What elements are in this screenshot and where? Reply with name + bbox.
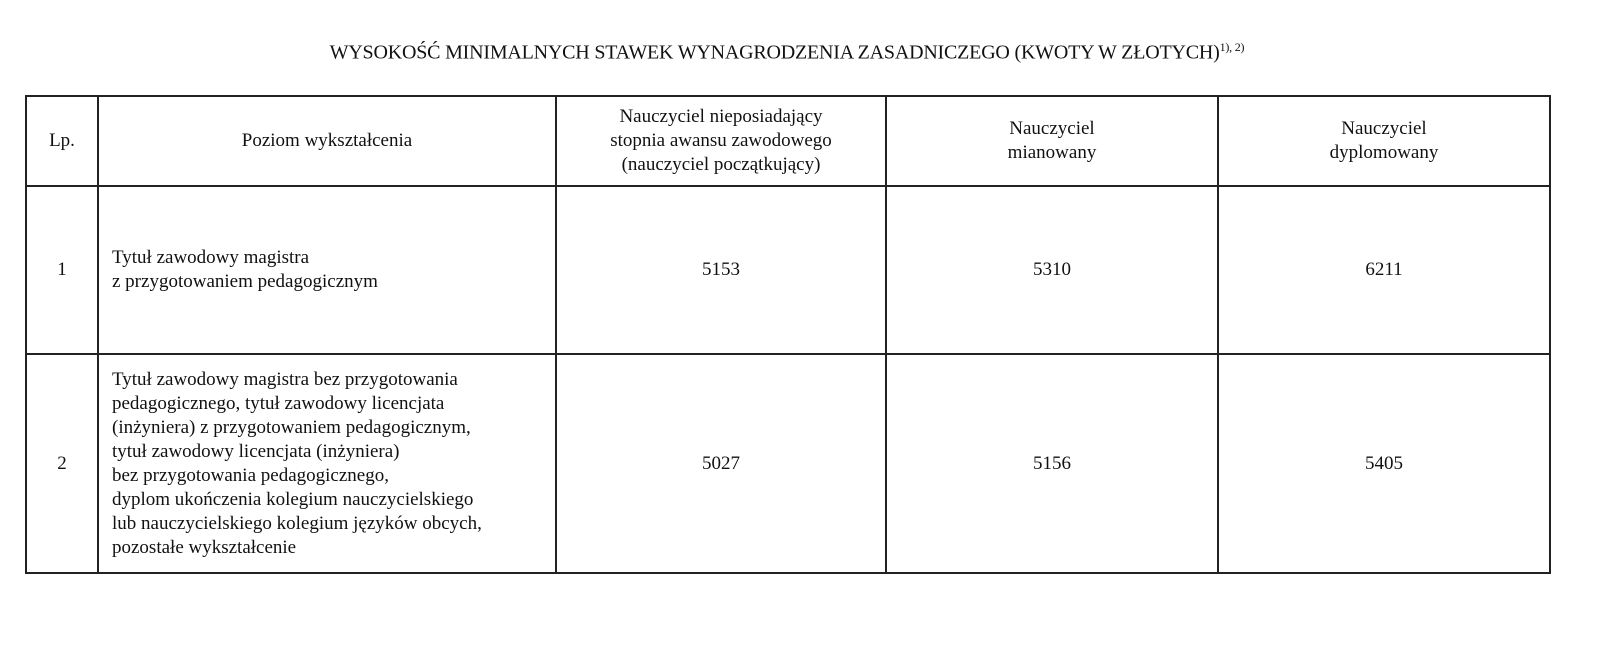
table-header-row (26, 96, 1550, 186)
cell-lp: 1 (26, 186, 98, 354)
header-appointed-teacher: Nauczyciel mianowany (886, 96, 1218, 186)
title-footnote: 1), 2) (1219, 40, 1245, 54)
cell-education-level: Tytuł zawodowy magistra z przygotowaniem pedagogicznym (98, 186, 556, 354)
header-education-level: Poziom wykształcenia (98, 96, 556, 186)
table-row (26, 186, 1550, 354)
title-text: WYSOKOŚĆ MINIMALNYCH STAWEK WYNAGRODZENIA ZASADNICZEGO (KWOTY W ZŁOTYCH) (329, 41, 1220, 64)
header-chartered-teacher: Nauczyciel dyplomowany (1218, 96, 1550, 186)
table-row (26, 354, 1550, 573)
cell-appointed: 5310 (886, 186, 1218, 354)
document-title (0, 40, 1574, 65)
salary-table (25, 95, 1551, 574)
cell-education-level: Tytuł zawodowy magistra bez przygotowania pedagogicznego, tytuł zawodowy licencjata (inżyniera) z przygotowaniem pedagogicznym, tytuł zawodowy licencjata (inżyniera) bez przygotowania pedagogicznego, dyplom ukończenia kolegium nauczycielskiego lub nauczycielskiego kolegium języków obcych, pozostałe wykształcenie (98, 354, 556, 573)
cell-chartered: 5405 (1218, 354, 1550, 573)
cell-appointed: 5156 (886, 354, 1218, 573)
cell-beginner: 5027 (556, 354, 886, 573)
cell-lp: 2 (26, 354, 98, 573)
header-lp: Lp. (26, 96, 98, 186)
cell-chartered: 6211 (1218, 186, 1550, 354)
header-beginner-teacher: Nauczyciel nieposiadający stopnia awansu zawodowego (nauczyciel początkujący) (556, 96, 886, 186)
cell-beginner: 5153 (556, 186, 886, 354)
